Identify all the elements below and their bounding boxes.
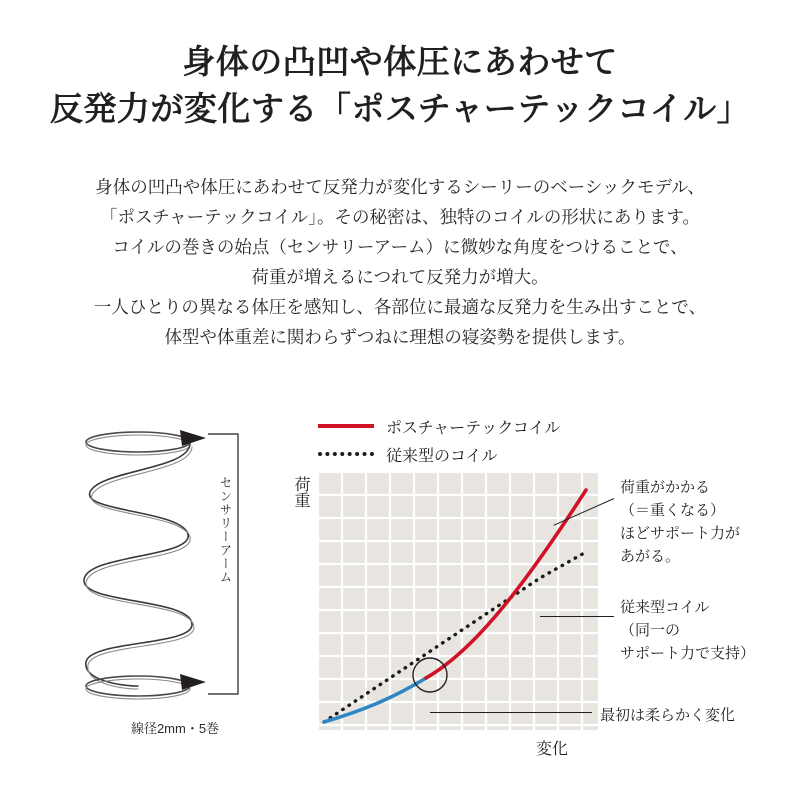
axis-label-y: 荷重 xyxy=(292,476,309,508)
coil-spring-drawing xyxy=(60,418,290,718)
annotation-1-line-2: （＝重くなる） xyxy=(620,502,726,519)
body-copy-line-5: 一人ひとりの異なる体圧を感知し、各部位に最適な反発力を生み出すことで、 xyxy=(93,297,707,317)
body-copy-line-6: 体型や体重差に関わらずつねに理想の寝姿勢を提供します。 xyxy=(164,327,636,347)
annotation-2-line-1: 従来型コイル xyxy=(620,599,710,616)
legend-item-posturetech xyxy=(318,412,618,440)
page-title-line-1: 身体の凸凹や体圧にあわせて xyxy=(182,43,618,80)
annotation-2-line-2: （同一の xyxy=(620,622,681,639)
page-title xyxy=(0,38,800,132)
legend-label-posturetech: ポスチャーテックコイル xyxy=(386,419,561,437)
annotation-conventional-coil xyxy=(620,596,755,665)
axis-label-x: 変化 xyxy=(536,741,569,758)
annotation-1-line-3: ほどサポート力が xyxy=(620,525,741,542)
line-chart xyxy=(318,472,598,730)
annotation-soft-at-first xyxy=(600,704,735,727)
annotation-2-line-3: サポート力で支持） xyxy=(620,645,756,662)
annotation-1-line-4: あがる。 xyxy=(620,548,681,565)
leader-line-2 xyxy=(540,616,614,617)
legend-label-conventional: 従来型のコイル xyxy=(386,447,498,465)
chart-legend xyxy=(318,412,618,468)
sensory-arm-label: センサリーアーム xyxy=(218,476,232,584)
body-copy-line-3: コイルの巻きの始点（センサリーアーム）に微妙な角度をつけることで、 xyxy=(112,237,688,257)
page-title-line-2: 反発力が変化する「ポスチャーテックコイル」 xyxy=(49,90,751,127)
body-copy-line-4: 荷重が増えるにつれて反発力が増大。 xyxy=(251,267,549,287)
legend-swatch-dotted-icon xyxy=(318,452,374,456)
annotation-3-line-1: 最初は柔らかく変化 xyxy=(600,707,736,724)
annotation-1-line-1: 荷重がかかる xyxy=(620,479,711,496)
body-copy xyxy=(0,172,800,352)
annotation-support-increases xyxy=(620,476,740,568)
coil-caption: 線径2mm・5巻 xyxy=(130,721,220,736)
body-copy-line-2: 「ポスチャーテックコイル」。その秘密は、独特のコイルの形状にあります。 xyxy=(99,207,701,227)
leader-line-3 xyxy=(430,712,592,713)
chart-gridlines xyxy=(318,472,598,730)
body-copy-line-1: 身体の凹凸や体圧にあわせて反発力が変化するシーリーのベーシックモデル、 xyxy=(95,177,705,197)
legend-swatch-solid-icon xyxy=(318,424,374,428)
legend-item-conventional xyxy=(318,440,618,468)
coil-illustration xyxy=(60,418,290,748)
chart-canvas xyxy=(318,472,598,730)
